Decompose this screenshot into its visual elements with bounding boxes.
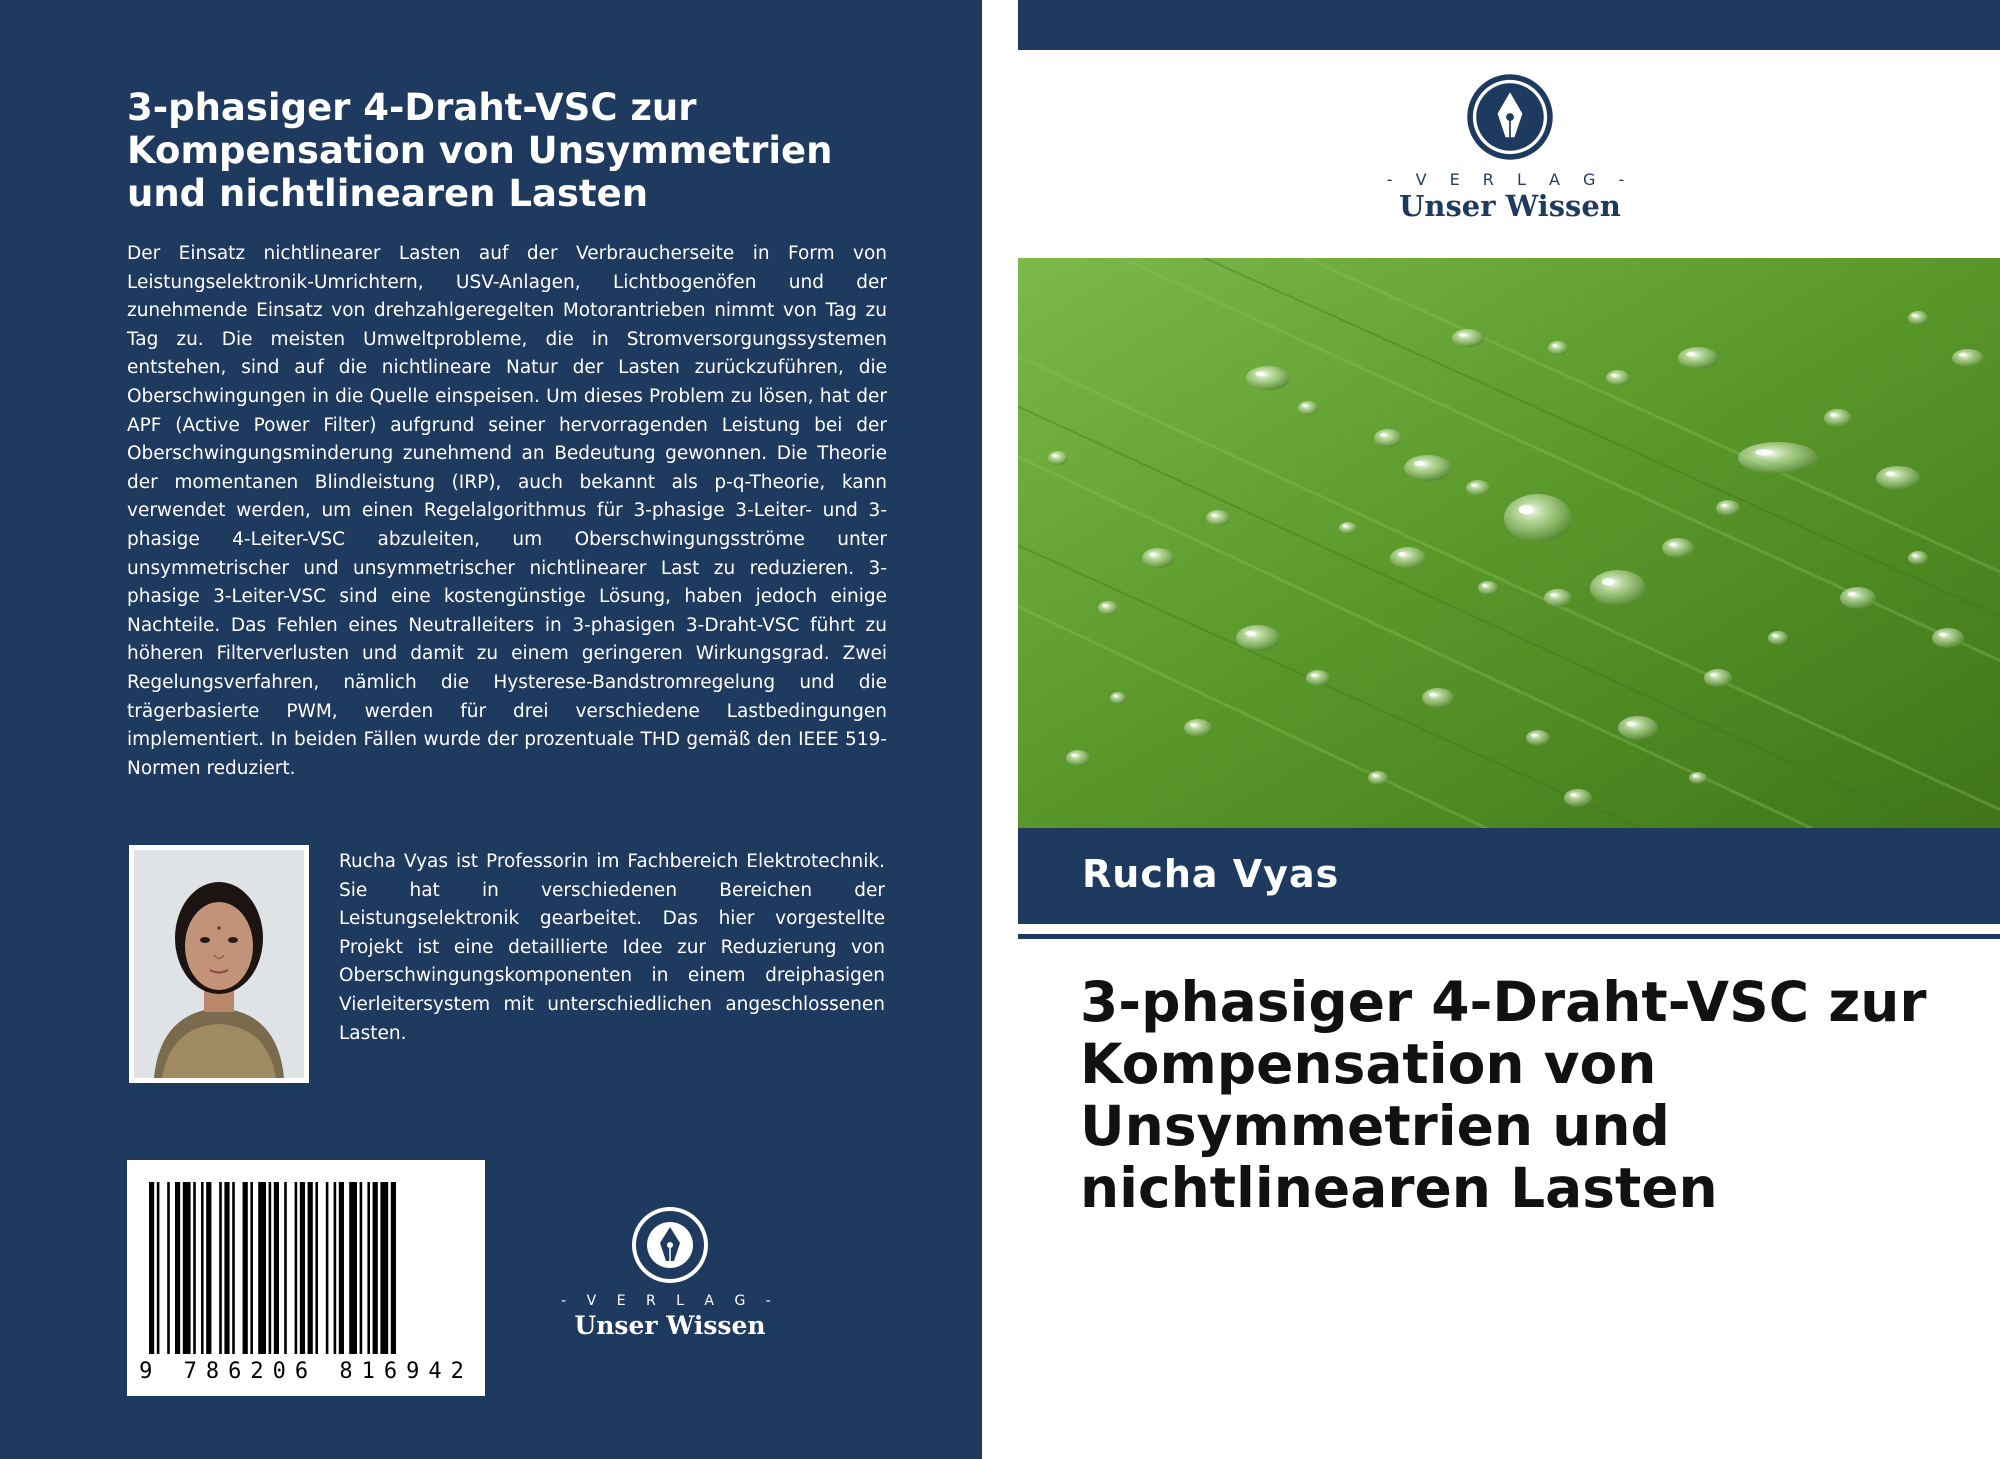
water-drop-highlight bbox=[1482, 584, 1486, 587]
water-drop bbox=[1368, 771, 1388, 785]
water-drop-highlight bbox=[1611, 374, 1616, 377]
water-drop bbox=[1184, 719, 1212, 737]
water-drop-highlight bbox=[1669, 543, 1676, 547]
water-drop bbox=[1908, 551, 1928, 565]
water-drop-highlight bbox=[1570, 793, 1576, 797]
water-drop bbox=[1716, 500, 1740, 516]
water-drop-highlight bbox=[1710, 673, 1716, 677]
water-drop-highlight bbox=[1693, 774, 1697, 777]
water-drop bbox=[1466, 480, 1490, 496]
water-drop bbox=[1246, 366, 1290, 390]
water-drop-highlight bbox=[1071, 754, 1076, 757]
water-drop-highlight bbox=[1885, 471, 1895, 476]
water-drop-highlight bbox=[1848, 592, 1856, 596]
cover-photo bbox=[1018, 258, 2000, 828]
water-drop-highlight bbox=[1531, 734, 1536, 737]
water-drop-highlight bbox=[1687, 352, 1696, 356]
spine bbox=[982, 0, 1018, 1459]
water-drop bbox=[1306, 670, 1330, 686]
water-drop bbox=[1618, 716, 1658, 740]
water-drop-highlight bbox=[1939, 633, 1946, 637]
water-drop-highlight bbox=[1372, 774, 1376, 777]
water-drop-highlight bbox=[1721, 504, 1726, 507]
publisher-logo-front bbox=[1370, 72, 1650, 223]
water-drop-highlight bbox=[1255, 371, 1265, 376]
water-drop bbox=[1952, 349, 1984, 367]
water-drop-highlight bbox=[1912, 554, 1916, 557]
water-drop bbox=[1422, 688, 1454, 708]
water-drop-highlight bbox=[1471, 484, 1476, 487]
pen-nib-icon bbox=[1465, 72, 1555, 162]
water-drop-highlight bbox=[1755, 449, 1773, 455]
water-drop bbox=[1504, 494, 1572, 542]
author-band bbox=[1018, 828, 2000, 924]
water-drop-highlight bbox=[1912, 314, 1916, 317]
water-drop-highlight bbox=[1380, 433, 1386, 437]
author-portrait bbox=[134, 850, 304, 1078]
water-drop bbox=[1206, 510, 1230, 526]
divider-rule bbox=[1018, 934, 2000, 939]
water-drop-highlight bbox=[1302, 404, 1306, 407]
water-drop bbox=[1738, 442, 1818, 474]
isbn-barcode bbox=[127, 1160, 485, 1396]
author-photo bbox=[129, 845, 309, 1083]
water-drop-highlight bbox=[1149, 553, 1156, 557]
water-drop-highlight bbox=[1311, 674, 1316, 677]
water-drop bbox=[1824, 409, 1852, 427]
water-drop bbox=[1768, 631, 1788, 645]
water-drop-highlight bbox=[1102, 604, 1106, 607]
water-drop bbox=[1662, 538, 1694, 558]
publisher-logo-back bbox=[560, 1205, 780, 1340]
water-drop bbox=[1452, 329, 1484, 347]
water-drop-highlight bbox=[1113, 694, 1117, 697]
water-drop bbox=[1390, 547, 1426, 569]
back-cover bbox=[0, 0, 982, 1459]
water-drop-highlight bbox=[1429, 693, 1436, 697]
leaf-photo bbox=[1018, 258, 2000, 828]
publisher-name: Unser Wissen bbox=[1399, 189, 1621, 223]
back-cover-blurb: Der Einsatz nichtlinearer Lasten auf der Verbraucherseite in Form von Leistungselektronik-Umrichtern, USV-Anlagen, Lichtbogenöfen und der zunehmende Einsatz von drehzahlgeregelten Motorantrieben nimmt von Tag zu Tag zu. Die meisten Umweltprobleme, die in Stromversorgungssystemen entstehen, sind auf die nichtlineare Natur der Lasten zurückzuführen, die Oberschwingungen in die Quelle einspeisen. Um dieses Problem zu lösen, hat der APF (Active Power Filter) aufgrund seiner hervorragenden Leistung bei der Oberschwingungsminderung zunehmend an Bedeutung gewonnen. Die Theorie der momentanen Blindleistung (IRP), auch bekannt als p-q-Theorie, kann verwendet werden, um einen Regelalgorithmus für 3-phasige 3-Leiter- und 3-phasige 4-Leiter-VSC abzuleiten, um Oberschwingungsströme unter unsymmetrischer und unsymmetrischer nichtlinearer Last zu reduzieren. 3-phasige 3-Leiter-VSC sind eine kostengünstige Lösung, haben jedoch einige Nachteile. Das Fehlen eines Neutralleiters in 3-phasigen 3-Draht-VSC führt zu höheren Filterverlusten und damit zu einem geringeren Wirkungsgrad. Zwei Regelungsverfahren, nämlich die Hysterese-Bandstromregelung und die trägerbasierte PWM, werden für drei verschiedene Lastbedingungen implementiert. In beiden Fällen wurde der prozentuale THD gemäß den IEEE 519-Normen reduziert. bbox=[127, 243, 887, 779]
water-drop bbox=[1678, 347, 1718, 369]
water-drop-highlight bbox=[1830, 413, 1836, 417]
water-drop-highlight bbox=[1190, 723, 1196, 727]
water-drop bbox=[1048, 451, 1068, 465]
water-drop bbox=[1908, 311, 1928, 325]
water-drop-highlight bbox=[1959, 353, 1966, 357]
water-drop-highlight bbox=[1052, 454, 1056, 457]
water-drop bbox=[1298, 401, 1318, 415]
water-drop-highlight bbox=[1343, 524, 1347, 527]
water-drop bbox=[1236, 625, 1280, 651]
water-drop-highlight bbox=[1414, 461, 1425, 466]
water-drop bbox=[1066, 750, 1090, 766]
water-drop bbox=[1526, 730, 1550, 746]
water-drop bbox=[1142, 548, 1174, 568]
water-drop bbox=[1689, 772, 1707, 784]
isbn-number: 9 786206 816942 bbox=[139, 1359, 473, 1384]
water-drop bbox=[1932, 628, 1964, 648]
water-drop-highlight bbox=[1627, 721, 1636, 726]
water-drop bbox=[1704, 669, 1732, 687]
water-drop bbox=[1374, 429, 1402, 447]
front-top-bar bbox=[1018, 0, 2000, 50]
front-cover bbox=[1018, 0, 2000, 1459]
water-drop-highlight bbox=[1552, 344, 1556, 347]
water-drop-highlight bbox=[1245, 631, 1255, 636]
author-bio: Rucha Vyas ist Professorin im Fachbereich Elektrotechnik. Sie hat in verschiedenen Bereichen der Leistungselektronik gearbeitet. Das hier vorgestellte Projekt ist eine detaillierte Idee zur Reduzierung von Oberschwingungskomponenten in einem dreiphasigen Vierleitersystem mit unterschiedlichen angeschlossenen Lasten. bbox=[339, 851, 885, 1044]
author-name: Rucha Vyas bbox=[1082, 852, 1340, 896]
water-drop bbox=[1876, 466, 1920, 490]
water-drop-highlight bbox=[1772, 634, 1776, 637]
back-cover-title: 3-phasiger 4-Draht-VSC zur Kompensation von Unsymmetrien und nichtlinearen Lasten bbox=[127, 86, 833, 215]
water-drop bbox=[1548, 341, 1568, 355]
water-drop-highlight bbox=[1459, 333, 1466, 337]
water-drop bbox=[1339, 522, 1357, 534]
barcode bbox=[127, 1160, 485, 1360]
publisher-verlag-label: - V E R L A G - bbox=[1386, 170, 1634, 189]
water-drop-highlight bbox=[1398, 552, 1406, 556]
water-drop bbox=[1590, 570, 1646, 606]
water-drop-highlight bbox=[1519, 505, 1534, 515]
water-drop bbox=[1606, 370, 1630, 386]
water-drop bbox=[1840, 587, 1876, 609]
publisher-name: Unser Wissen bbox=[574, 1311, 766, 1340]
water-drop bbox=[1478, 581, 1498, 595]
water-drop-highlight bbox=[1550, 593, 1556, 597]
water-drop-highlight bbox=[1211, 514, 1216, 517]
publisher-verlag-label: - V E R L A G - bbox=[561, 1293, 779, 1309]
water-drop bbox=[1098, 601, 1118, 615]
water-drop bbox=[1110, 692, 1126, 704]
water-drop-highlight bbox=[1602, 578, 1614, 585]
water-drop bbox=[1404, 455, 1452, 481]
water-drop bbox=[1564, 789, 1592, 807]
front-cover-title: 3-phasiger 4-Draht-VSC zur Kompensation von Unsymmetrien und nichtlinearen Lasten bbox=[1080, 970, 1927, 1220]
water-drop bbox=[1544, 589, 1572, 607]
pen-nib-icon bbox=[630, 1205, 710, 1285]
